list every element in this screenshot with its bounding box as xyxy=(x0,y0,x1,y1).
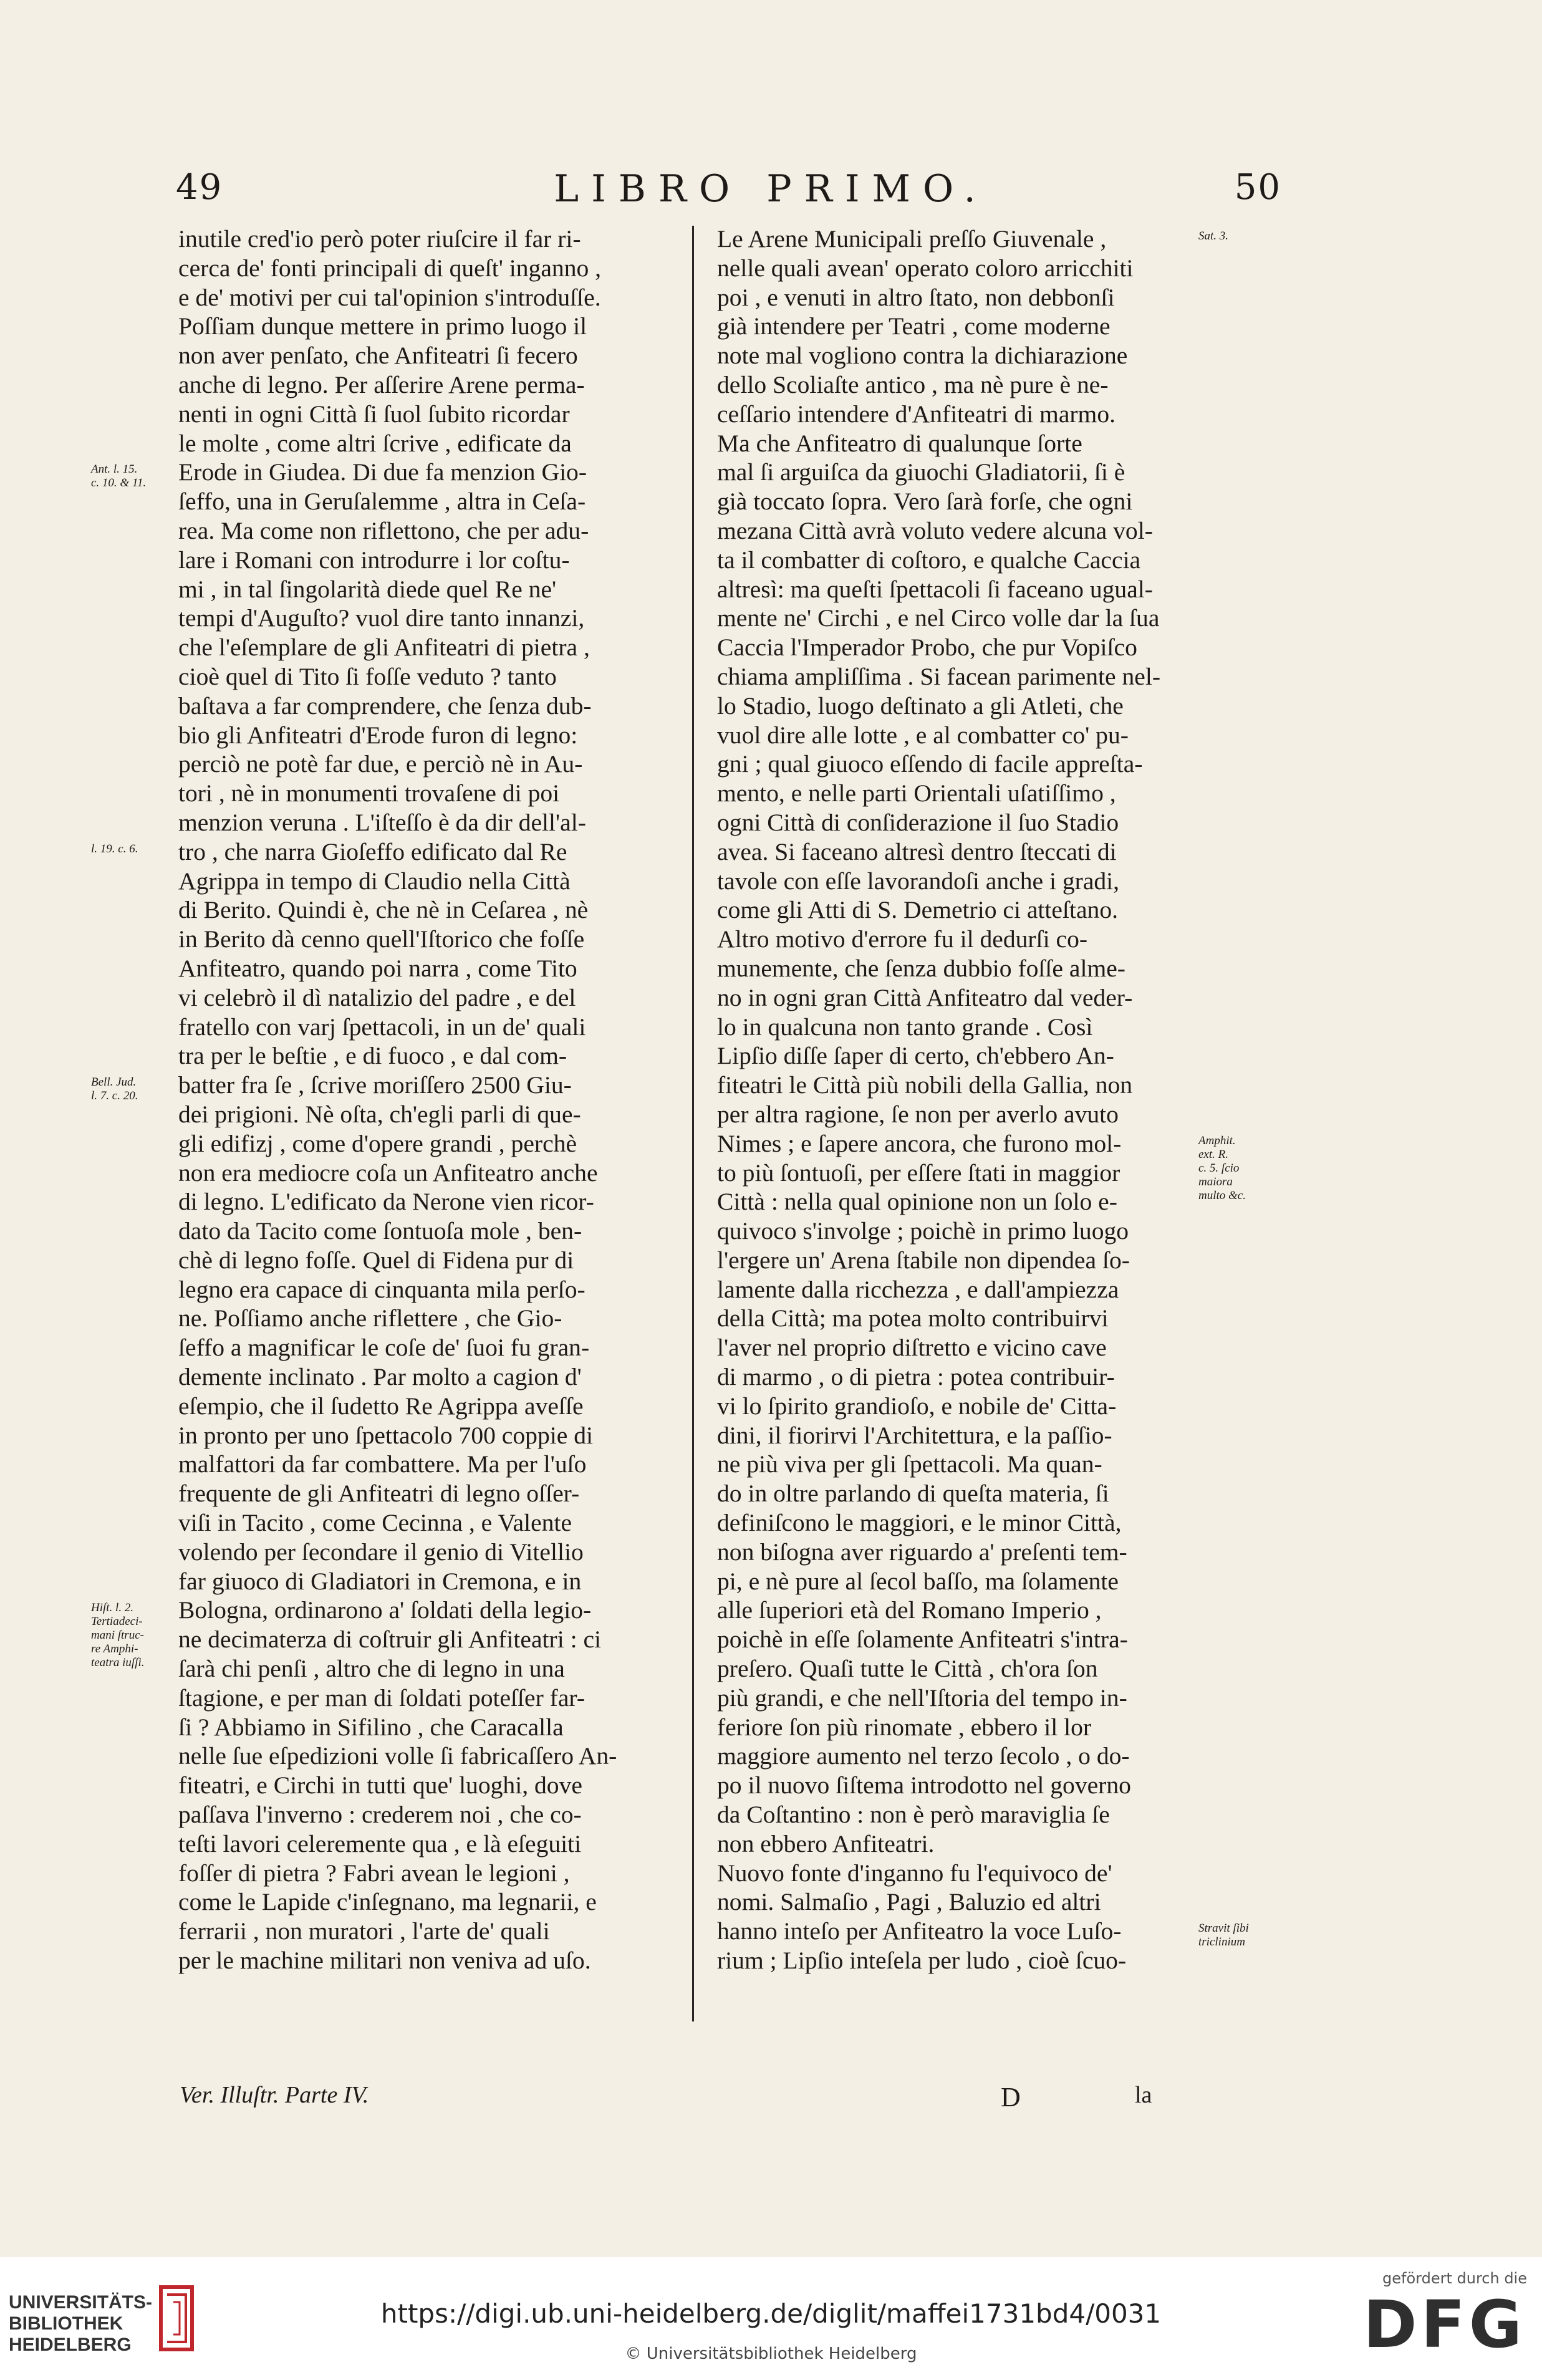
text-line: tempi d'Auguſto? vuol dire tanto innanzi, xyxy=(178,604,585,632)
text-line: vi celebrò il dì natalizio del padre , e del xyxy=(178,983,576,1011)
library-name-line: HEIDELBERG xyxy=(9,2334,132,2355)
text-line: per altra ragione, ſe non per averlo avuto xyxy=(717,1100,1119,1128)
text-line: in Berito dà cenno quell'Iſtorico che foſſe xyxy=(178,925,585,953)
text-line: avea. Si faceano altresì dentro ſteccati di xyxy=(717,837,1117,865)
text-line: tro , che narra Gioſeffo edificato dal Re xyxy=(178,837,567,865)
text-line: Erode in Giudea. Di due fa menzion Gio- xyxy=(178,458,587,486)
text-line: mal ſi arguiſca da giuochi Gladiatorii, ſi è xyxy=(717,458,1125,486)
text-line: dato da Tacito come ſontuoſa mole , ben- xyxy=(178,1217,582,1245)
text-line: di marmo , o di pietra : potea contribuir- xyxy=(717,1363,1115,1391)
text-line: dini, il fiorirvi l'Architettura, e la paſſio- xyxy=(717,1421,1112,1449)
text-line: ne più viva per gli ſpettacoli. Ma quan- xyxy=(717,1450,1102,1478)
margin-note-line: Sat. 3. xyxy=(1198,229,1229,243)
text-line: perciò ne potè far due, e perciò nè in Au- xyxy=(178,750,583,778)
text-line: non ebbero Anfiteatri. xyxy=(717,1829,935,1857)
text-line: nelle ſue eſpedizioni volle ſi fabricaſſero An- xyxy=(178,1742,617,1770)
text-line: fiteatri, e Circhi in tutti que' luoghi, dove xyxy=(178,1771,582,1799)
text-line: in pronto per uno ſpettacolo 700 coppie di xyxy=(178,1421,593,1449)
text-line: ſeffo a magnificar le coſe de' ſuoi fu gran- xyxy=(178,1334,590,1362)
text-line: rea. Ma come non riflettono, che per adu- xyxy=(178,516,589,544)
text-line: paſſava l'inverno : crederem noi , che co- xyxy=(178,1801,582,1829)
text-line: pi, e nè pure al ſecol baſſo, ma ſolamente xyxy=(717,1567,1119,1595)
text-line: rium ; Lipſio inteſela per ludo , cioè ſcuo- xyxy=(717,1947,1127,1975)
text-line: tori , nè in monumenti trovaſene di poi xyxy=(178,779,560,807)
text-line: mente ne' Circhi , e nel Circo volle dar la ſua xyxy=(717,604,1160,632)
margin-note-line: triclinium xyxy=(1198,1935,1245,1949)
text-line: già intendere per Teatri , come moderne xyxy=(717,312,1111,340)
text-line: dei prigioni. Nè oſta, ch'egli parli di que- xyxy=(178,1100,581,1128)
text-line: Le Arene Municipali preſſo Giuvenale , xyxy=(717,225,1107,253)
text-line: ſeffo, una in Geruſalemme , altra in Ceſa- xyxy=(178,488,586,516)
text-line: poi , e venuti in altro ſtato, non debbonſi xyxy=(717,283,1115,311)
text-line: cioè quel di Tito ſi foſſe veduto ? tanto xyxy=(178,662,557,690)
text-line: non aver penſato, che Anfiteatri ſi fecero xyxy=(178,342,578,370)
text-line: maggiore aumento nel terzo ſecolo , o do- xyxy=(717,1742,1130,1770)
margin-note-line: Hiſt. l. 2. xyxy=(91,1601,134,1614)
page-number-right: 50 xyxy=(1234,167,1281,208)
margin-note-line: multo &c. xyxy=(1198,1188,1246,1202)
margin-note xyxy=(1198,229,1228,243)
text-line: feriore ſon più rinomate , ebbero il lor xyxy=(717,1713,1092,1741)
margin-note xyxy=(1198,1922,1249,1949)
margin-note-line: l. 7. c. 20. xyxy=(91,1089,138,1103)
text-line: note mal vogliono contra la dichiarazione xyxy=(717,342,1128,370)
text-line: eſempio, che il ſudetto Re Agrippa aveſſe xyxy=(178,1392,584,1420)
text-line: foſſer di pietra ? Fabri avean le legioni , xyxy=(178,1859,570,1887)
text-line: batter fra ſe , ſcrive moriſſero 2500 Giu- xyxy=(178,1071,572,1099)
text-line: hanno inteſo per Anfiteatro la voce Luſo- xyxy=(717,1917,1122,1945)
signature-mark: D xyxy=(1001,2082,1021,2113)
text-line: ne. Poſſiamo anche riflettere , che Gio- xyxy=(178,1304,562,1332)
text-line: già toccato ſopra. Vero ſarà forſe, che ogni xyxy=(717,488,1133,516)
text-line: nelle quali avean' operato coloro arricchiti xyxy=(717,254,1134,282)
text-line: inutile cred'io però poter riuſcire il far ri- xyxy=(178,225,581,253)
text-line: baſtava a far comprendere, che ſenza dub- xyxy=(178,691,592,720)
text-line: mento, e nelle parti Orientali uſatiſſimo , xyxy=(717,779,1116,807)
text-line: far giuoco di Gladiatori in Cremona, e in xyxy=(178,1567,582,1595)
text-line: dello Scoliaſte antico , ma nè pure è ne- xyxy=(717,370,1109,398)
text-line: ne decimaterza di coſtruir gli Anfiteatri : ci xyxy=(178,1626,602,1654)
text-line: Anfiteatro, quando poi narra , come Tito xyxy=(178,954,577,982)
text-line: lo Stadio, luogo deſtinato a gli Atleti, che xyxy=(717,691,1124,720)
text-line: lo in qualcuna non tanto grande . Così xyxy=(717,1013,1093,1041)
text-line: gli edifizj , come d'opere grandi , perchè xyxy=(178,1129,577,1157)
text-line: quivoco s'involge ; poichè in primo luogo xyxy=(717,1217,1129,1245)
text-line: Città : nella qual opinione non un ſolo e- xyxy=(717,1188,1117,1216)
margin-note-line: Amphit. xyxy=(1198,1134,1236,1147)
text-line: demente inclinato . Par molto a cagion d' xyxy=(178,1363,582,1391)
text-line: da Coſtantino : non è però maraviglia ſe xyxy=(717,1801,1110,1829)
text-line: Nimes ; e ſapere ancora, che furono mol- xyxy=(717,1129,1122,1157)
funded-by-label: gefördert durch die xyxy=(1382,2270,1527,2287)
margin-note-line: mani ſtruc- xyxy=(91,1628,144,1642)
text-line: nomi. Salmaſio , Pagi , Baluzio ed altri xyxy=(717,1888,1101,1916)
margin-note-line: Ant. l. 15. xyxy=(91,463,138,476)
text-line: ogni Città di conſiderazione il ſuo Stadio xyxy=(717,808,1119,836)
text-line: preſero. Quaſi tutte le Città , ch'ora ſon xyxy=(717,1655,1098,1683)
margin-note xyxy=(91,1601,145,1670)
page-url[interactable]: https://digi.ub.uni-heidelberg.de/diglit/maffei1731bd4/0031 xyxy=(380,2298,1162,2329)
text-line: ceſſario intendere d'Anfiteatri di marmo. xyxy=(717,400,1116,428)
text-line: ſtagione, e per man di ſoldati poteſſer far- xyxy=(178,1684,585,1712)
signature-line: Ver. Illuſtr. Parte IV. xyxy=(180,2082,369,2108)
text-line: munemente, che ſenza dubbio foſſe almе- xyxy=(717,954,1125,982)
text-line: Poſſiam dunque mettere in primo luogo il xyxy=(178,312,587,340)
text-line: po il nuovo ſiſtema introdotto nel governo xyxy=(717,1771,1131,1799)
margin-note xyxy=(1198,1134,1246,1203)
right-text-column xyxy=(717,224,1188,1975)
text-line: Bologna, ordinarono a' ſoldati della legio- xyxy=(178,1596,592,1624)
margin-note-line: l. 19. c. 6. xyxy=(91,842,138,855)
margin-note xyxy=(91,463,146,490)
text-line: do in oltre parlando di queſta materia, ſi xyxy=(717,1480,1109,1508)
text-line: nenti in ogni Città ſi ſuol ſubito ricordar xyxy=(178,400,570,428)
text-line: le molte , come altri ſcrive , edificate da xyxy=(178,429,572,457)
text-line: chè di legno foſſe. Quel di Fidena pur di xyxy=(178,1246,574,1274)
text-line: to più ſontuoſi, per eſſere ſtati in maggior xyxy=(717,1159,1120,1187)
left-text-column xyxy=(178,224,651,1975)
margin-note-line: teatra iuſſi. xyxy=(91,1655,145,1669)
text-line: tra per le beſtie , e di fuoco , e dal com- xyxy=(178,1042,567,1070)
text-line: anche di legno. Per aſſerire Arene perma- xyxy=(178,370,585,398)
text-line: mezana Città avrà voluto vedere alcuna vol- xyxy=(717,516,1153,544)
margin-note-line: re Amphi- xyxy=(91,1642,138,1655)
text-line: Nuovo fonte d'inganno fu l'equivoco de' xyxy=(717,1859,1112,1887)
text-line: mi , in tal ſingolarità diede quel Re ne' xyxy=(178,575,557,603)
text-line: Ma che Anfiteatro di qualunque ſorte xyxy=(717,429,1082,457)
text-line: non era mediocre coſa un Anfiteatro anche xyxy=(178,1159,598,1187)
margin-note-line: Stravit ſibi xyxy=(1198,1922,1249,1935)
text-line: più grandi, e che nell'Iſtoria del tempo in- xyxy=(717,1684,1127,1712)
text-line: l'aver nel proprio diſtretto e vicino cave xyxy=(717,1334,1107,1362)
margin-note-line: ext. R. xyxy=(1198,1147,1229,1161)
text-line: alle ſuperiori età del Romano Imperio , xyxy=(717,1596,1102,1624)
text-line: malfattori da far combattere. Ma per l'uſo xyxy=(178,1450,587,1478)
text-line: vuol dire alle lotte , e al combatter co' pu- xyxy=(717,721,1129,749)
margin-note xyxy=(91,842,138,856)
text-line: vi lo ſpirito grandioſo, e nobile de' Citta- xyxy=(717,1392,1117,1420)
text-line: chiama ampliſſima . Si facean parimente nel- xyxy=(717,662,1161,690)
page-number-left: 49 xyxy=(176,167,223,208)
margin-note-line: c. 5. ſcio xyxy=(1198,1161,1240,1175)
text-line: ſarà chi penſi , altro che di legno in una xyxy=(178,1655,565,1683)
text-line: gni ; qual giuoco eſſendo di facile appreſta- xyxy=(717,750,1143,778)
text-line: lamente dalla ricchezza , e dall'ampiezza xyxy=(717,1275,1119,1303)
text-line: della Città; ma potea molto contribuirvi xyxy=(717,1304,1109,1332)
copyright-notice: © Universitätsbibliothek Heidelberg xyxy=(625,2344,917,2363)
text-line: Caccia l'Imperador Probo, che pur Vopiſco xyxy=(717,634,1137,662)
catchword: la xyxy=(1135,2082,1152,2108)
text-line: tavole con eſſe lavorandoſi anche i gradi, xyxy=(717,867,1120,895)
text-line: che l'eſemplare de gli Anfiteatri di pietra , xyxy=(178,634,590,662)
text-line: viſi in Tacito , come Cecinna , e Valente xyxy=(178,1509,572,1537)
text-line: bio gli Anfiteatri d'Erode furon di legno: xyxy=(178,721,578,749)
text-line: come gli Atti di S. Demetrio ci atteſtano. xyxy=(717,896,1119,924)
margin-note-line: c. 10. & 11. xyxy=(91,476,147,490)
text-line: legno era capace di cinquanta mila perſo- xyxy=(178,1275,585,1303)
text-line: definiſcono le maggiori, e le minor Città, xyxy=(717,1509,1122,1537)
text-line: no in ogni gran Città Anfiteatro dal veder- xyxy=(717,983,1133,1011)
text-line: come le Lapide c'inſegnano, ma legnarii, e xyxy=(178,1888,597,1916)
text-line: frequente de gli Anfiteatri di legno oſſer- xyxy=(178,1480,580,1508)
text-line: di Berito. Quindi è, che nè in Ceſarea , nè xyxy=(178,896,589,924)
library-name-line: BIBLIOTHEK xyxy=(9,2313,123,2334)
text-line: Agrippa in tempo di Claudio nella Città xyxy=(178,867,571,895)
text-line: altresì: ma queſti ſpettacoli ſi faceano ugual- xyxy=(717,575,1153,603)
text-line: di legno. L'edificato da Nerone vien ricor- xyxy=(178,1188,594,1216)
text-line: cerca de' fonti principali di queſt' inganno , xyxy=(178,254,602,282)
margin-note-line: Bell. Jud. xyxy=(91,1076,137,1089)
text-line: per le machine militari non veniva ad uſo. xyxy=(178,1947,591,1975)
margin-note-line: maiora xyxy=(1198,1175,1233,1188)
margin-note-line: Tertiadeci- xyxy=(91,1614,143,1628)
viewer-footer xyxy=(0,2257,1542,2380)
text-line: l'ergere un' Arena ſtabile non dipendea ſo- xyxy=(717,1246,1130,1274)
library-name-line: UNIVERSITÄTS- xyxy=(9,2292,153,2313)
text-line: Lipſio diſſe ſaper di certo, ch'ebbero An- xyxy=(717,1042,1114,1070)
margin-note xyxy=(91,1076,138,1103)
text-line: non biſogna aver riguardo a' preſenti tem- xyxy=(717,1538,1127,1566)
text-line: poichè in eſſe ſolamente Anfiteatri s'intra- xyxy=(717,1626,1128,1654)
text-line: ferrarii , non muratori , l'arte de' quali xyxy=(178,1917,550,1945)
text-line: ſi ? Abbiamo in Sifilino , che Caracalla xyxy=(178,1713,564,1741)
text-line: menzion veruna . L'iſteſſo è da dir dell'al- xyxy=(178,808,586,836)
text-line: e de' motivi per cui tal'opinion s'introduſſe. xyxy=(178,283,601,311)
running-title: LIBRO PRIMO. xyxy=(554,167,988,211)
text-line: volendo per ſecondare il genio di Vitellio xyxy=(178,1538,584,1566)
text-line: ta il combatter di coſtoro, e qualche Caccia xyxy=(717,546,1141,574)
dfg-logo: DFG xyxy=(1363,2286,1526,2363)
column-divider xyxy=(692,226,694,2021)
text-line: fiteatri le Città più nobili della Gallia, non xyxy=(717,1071,1133,1099)
text-line: teſti lavori celeremente qua , e là eſeguiti xyxy=(178,1829,582,1857)
text-line: Altro motivo d'errore fu il dedurſi co- xyxy=(717,925,1088,953)
text-line: lare i Romani con introdurre i lor coſtu- xyxy=(178,546,570,574)
text-line: fratello con varj ſpettacoli, in un de' quali xyxy=(178,1013,586,1041)
